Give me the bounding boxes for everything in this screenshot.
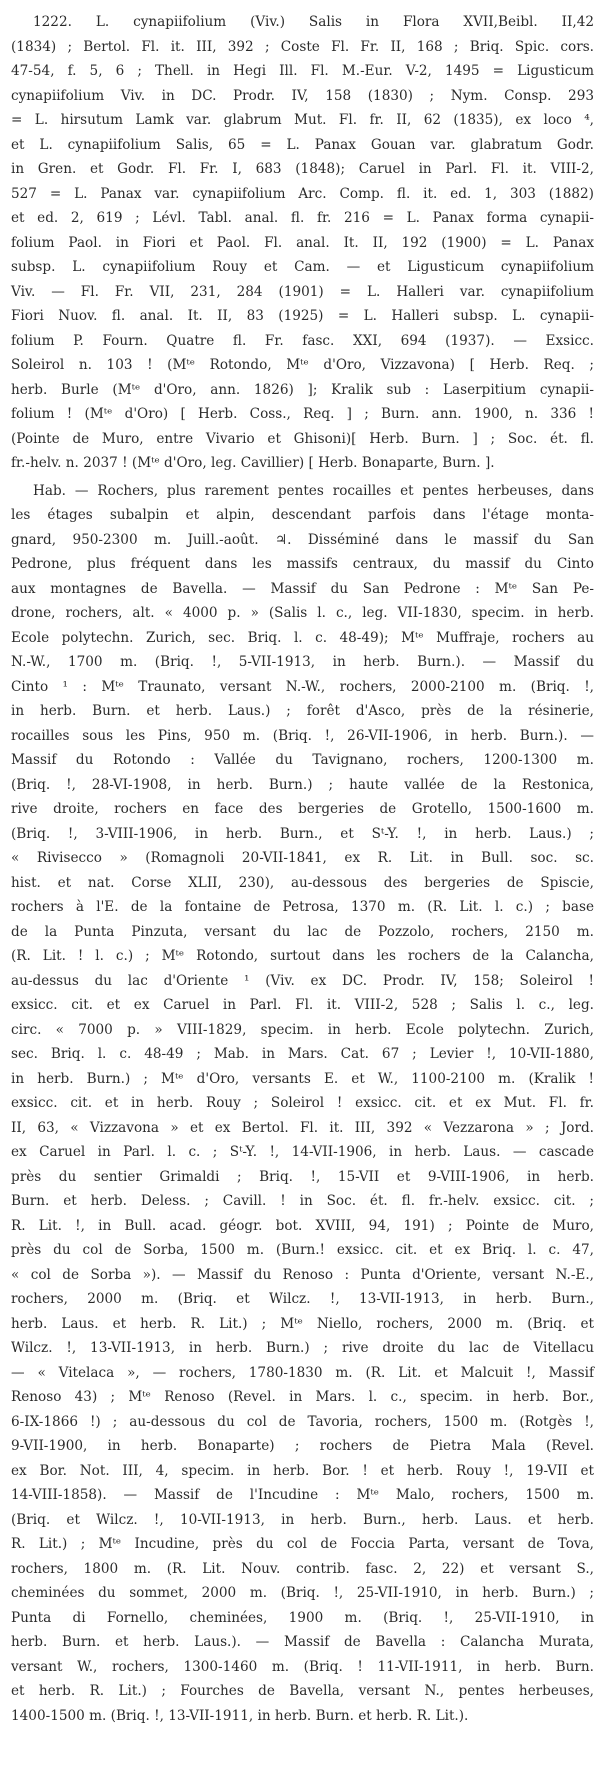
synonymy-line: Viv. — Fl. Fr. VII, 231, 284 (1901) = L. Halleri var. cynapiifolium	[11, 283, 594, 300]
habitat-line: au-dessus du lac d'Oriente ¹ (Viv. ex DC. Prodr. IV, 158; Soleirol !	[11, 972, 594, 989]
synonymy-line: = L. hirsutum Lamk var. glabrum Mut. Fl. fr. II, 62 (1835), ex loco ⁴,	[11, 112, 594, 128]
habitat-line: rochers, 2000 m. (Briq. et Wilcz. !, 13-VII-1913, in herb. Burn.,	[11, 1291, 594, 1307]
synonymy-line: herb. Burle (Mᵗᵉ d'Oro, ann. 1826) ]; Kralik sub : Laserpitium cynapii-	[11, 381, 594, 398]
synonymy-line: folium ! (Mᵗᵉ d'Oro) [ Herb. Coss., Req. ] ; Burn. ann. 1900, n. 336 !	[11, 406, 594, 422]
synonymy-paragraph	[11, 10, 594, 476]
habitat-line: Wilcz. !, 13-VII-1913, in herb. Burn.) ; rive droite du lac de Vitellacu	[11, 1340, 594, 1356]
habitat-line: in herb. Burn.) ; Mᵗᵉ d'Oro, versants E. et W., 1100-2100 m. (Kralik !	[11, 1070, 594, 1087]
habitat-line: R. Lit.) ; Mᵗᵉ Incudine, près du col de Foccia Parta, versant de Tova,	[11, 1536, 594, 1552]
habitat-paragraph	[11, 479, 594, 1729]
habitat-line: 14-VIII-1858). — Massif de l'Incudine : Mᵗᵉ Malo, rochers, 1500 m.	[11, 1487, 594, 1503]
habitat-line: herb. Laus. et herb. R. Lit.) ; Mᵗᵉ Niello, rochers, 2000 m. (Briq. et	[11, 1315, 594, 1332]
habitat-line: près du col de Sorba, 1500 m. (Burn.! exsicc. cit. et ex Briq. l. c. 47,	[11, 1242, 594, 1258]
habitat-line: R. Lit. !, in Bull. acad. géogr. bot. XVIII, 94, 191) ; Pointe de Muro,	[11, 1217, 594, 1234]
habitat-line: 6-IX-1866 !) ; au-dessous du col de Tavoria, rochers, 1500 m. (Rotgès !,	[11, 1413, 594, 1430]
habitat-line: de la Punta Pinzuta, versant du lac de Pozzolo, rochers, 2150 m.	[11, 923, 594, 940]
habitat-line: Ecole polytechn. Zurich, sec. Briq. l. c. 48-49); Mᵗᵉ Muffraje, rochers au	[11, 629, 594, 646]
habitat-line: ex Bor. Not. III, 4, specim. in herb. Bor. ! et herb. Rouy !, 19-VII et	[11, 1462, 594, 1479]
habitat-line: in herb. Burn. et herb. Laus.) ; forêt d'Asco, près de la résinerie,	[11, 703, 594, 719]
habitat-line: 1400-1500 m. (Briq. !, 13-VII-1911, in herb. Burn. et herb. R. Lit.).	[11, 1707, 469, 1724]
synonymy-line: Fiori Nuov. fl. anal. It. II, 83 (1925) = L. Halleri subsp. L. cynapii-	[11, 308, 594, 324]
habitat-line: « Rivisecco » (Romagnoli 20-VII-1841, ex R. Lit. in Bull. soc. sc.	[11, 850, 594, 866]
habitat-line: II, 63, « Vizzavona » et ex Bertol. Fl. it. III, 392 « Vezzarona » ; Jord.	[11, 1119, 594, 1136]
synonymy-line: folium Paol. in Fiori et Paol. Fl. anal. It. II, 192 (1900) = L. Panax	[11, 234, 594, 251]
habitat-line: Hab. — Rochers, plus rarement pentes rocailles et pentes herbeuses, dans	[33, 482, 594, 499]
habitat-line: les étages subalpin et alpin, descendant parfois dans l'étage monta-	[11, 507, 594, 523]
habitat-line: N.-W., 1700 m. (Briq. !, 5-VII-1913, in herb. Burn.). — Massif du	[11, 654, 594, 670]
habitat-line: ex Caruel in Parl. l. c. ; Sᵗ-Y. !, 14-VII-1906, in herb. Laus. — cascade	[11, 1144, 594, 1160]
synonymy-line: et L. cynapiifolium Salis, 65 = L. Panax Gouan var. glabratum Godr.	[11, 136, 594, 153]
habitat-line: Pedrone, plus fréquent dans les massifs centraux, du massif du Cinto	[11, 556, 594, 572]
habitat-line: (Briq. !, 3-VIII-1906, in herb. Burn., et Sᵗ-Y. !, in herb. Laus.) ;	[11, 825, 594, 842]
habitat-line: aux montagnes de Bavella. — Massif du San Pedrone : Mᵗᵉ San Pe-	[11, 580, 594, 597]
habitat-line: rocailles sous les Pins, 950 m. (Briq. !, 26-VII-1906, in herb. Burn.). —	[11, 727, 594, 744]
habitat-line: herb. Burn. et herb. Laus.). — Massif de Bavella : Calancha Murata,	[11, 1634, 594, 1650]
synonymy-line: in Gren. et Godr. Fl. Fr. I, 683 (1848); Caruel in Parl. Fl. it. VIII-2,	[11, 161, 594, 177]
habitat-line: gnard, 950-2300 m. Juill.-août. ♃. Disséminé dans le massif du San	[11, 531, 594, 548]
habitat-line: rochers à l'E. de la fontaine de Petrosa, 1370 m. (R. Lit. l. c.) ; base	[11, 899, 594, 915]
habitat-line: rive droite, rochers en face des bergeries de Grotello, 1500-1600 m.	[11, 801, 594, 817]
habitat-line: Cinto ¹ : Mᵗᵉ Traunato, versant N.-W., rochers, 2000-2100 m. (Briq. !,	[11, 678, 594, 695]
habitat-line: sec. Briq. l. c. 48-49 ; Mab. in Mars. Cat. 67 ; Levier !, 10-VII-1880,	[11, 1046, 594, 1062]
habitat-line: exsicc. cit. et in herb. Rouy ; Soleirol ! exsicc. cit. et ex Mut. Fl. fr.	[11, 1095, 594, 1111]
habitat-line: « col de Sorba »). — Massif du Renoso : Punta d'Oriente, versant N.-E.,	[11, 1266, 594, 1283]
habitat-line: 9-VII-1900, in herb. Bonaparte) ; rochers de Pietra Mala (Revel.	[11, 1438, 594, 1454]
synonymy-line: et ed. 2, 619 ; Lévl. Tabl. anal. fl. fr. 216 = L. Panax forma cynapii-	[11, 210, 594, 226]
habitat-line: (Briq. !, 28-VI-1908, in herb. Burn.) ; haute vallée de la Restonica,	[11, 776, 594, 793]
synonymy-line: 527 = L. Panax var. cynapiifolium Arc. Comp. fl. it. ed. 1, 303 (1882)	[11, 185, 594, 202]
habitat-line: Burn. et herb. Deless. ; Cavill. ! in Soc. ét. fl. fr.-helv. exsicc. cit. ;	[11, 1193, 594, 1209]
habitat-line: près du sentier Grimaldi ; Briq. !, 15-VII et 9-VIII-1906, in herb.	[11, 1168, 594, 1185]
habitat-line: circ. « 7000 p. » VIII-1829, specim. in herb. Ecole polytechn. Zurich,	[11, 1021, 594, 1038]
habitat-line: cheminées du sommet, 2000 m. (Briq. !, 25-VII-1910, in herb. Burn.) ;	[11, 1585, 594, 1601]
synonymy-line: cynapiifolium Viv. in DC. Prodr. IV, 158 (1830) ; Nym. Consp. 293	[11, 87, 594, 104]
habitat-line: versant W., rochers, 1300-1460 m. (Briq. ! 11-VII-1911, in herb. Burn.	[11, 1658, 594, 1675]
habitat-line: — « Vitelaca », — rochers, 1780-1830 m. (R. Lit. et Malcuit !, Massif	[11, 1364, 594, 1381]
synonymy-line: (1834) ; Bertol. Fl. it. III, 392 ; Coste Fl. Fr. II, 168 ; Briq. Spic. cors.	[11, 38, 594, 55]
habitat-line: Massif du Rotondo : Vallée du Tavignano, rochers, 1200-1300 m.	[11, 752, 594, 768]
habitat-line: hist. et nat. Corse XLII, 230), au-dessous des bergeries de Spiscie,	[11, 874, 594, 891]
synonymy-line: folium P. Fourn. Quatre fl. Fr. fasc. XXI, 694 (1937). — Exsicc.	[11, 332, 594, 349]
habitat-line: rochers, 1800 m. (R. Lit. Nouv. contrib. fasc. 2, 22) et versant S.,	[11, 1560, 594, 1577]
synonymy-line: fr.-helv. n. 2037 ! (Mᵗᵉ d'Oro, leg. Cavillier) [ Herb. Bonaparte, Burn. ].	[11, 455, 495, 471]
synonymy-line: 47-54, f. 5, 6 ; Thell. in Hegi Ill. Fl. M.-Eur. V-2, 1495 = Ligusticum	[11, 63, 594, 79]
synonymy-line: 1222. L. cynapiifolium (Viv.) Salis in Flora XVII,Beibl. II,42	[33, 14, 594, 30]
habitat-line: et herb. R. Lit.) ; Fourches de Bavella, versant N., pentes herbeuses,	[11, 1683, 594, 1699]
habitat-line: (R. Lit. ! l. c.) ; Mᵗᵉ Rotondo, surtout dans les rochers de la Calancha,	[11, 948, 594, 964]
habitat-line: exsicc. cit. et ex Caruel in Parl. Fl. it. VIII-2, 528 ; Salis l. c., leg.	[11, 997, 594, 1013]
habitat-line: Renoso 43) ; Mᵗᵉ Renoso (Revel. in Mars. l. c., specim. in herb. Bor.,	[11, 1389, 594, 1405]
habitat-line: Punta di Fornello, cheminées, 1900 m. (Briq. !, 25-VII-1910, in	[11, 1609, 594, 1626]
habitat-line: (Briq. et Wilcz. !, 10-VII-1913, in herb. Burn., herb. Laus. et herb.	[11, 1511, 594, 1528]
synonymy-line: (Pointe de Muro, entre Vivario et Ghisoni)[ Herb. Burn. ] ; Soc. ét. fl.	[11, 430, 594, 447]
synonymy-line: subsp. L. cynapiifolium Rouy et Cam. — et Ligusticum cynapiifolium	[11, 259, 594, 275]
synonymy-line: Soleirol n. 103 ! (Mᵗᵉ Rotondo, Mᵗᵉ d'Oro, Vizzavona) [ Herb. Req. ;	[11, 357, 594, 373]
habitat-line: drone, rochers, alt. « 4000 p. » (Salis l. c., leg. VII-1830, specim. in herb.	[11, 605, 594, 621]
